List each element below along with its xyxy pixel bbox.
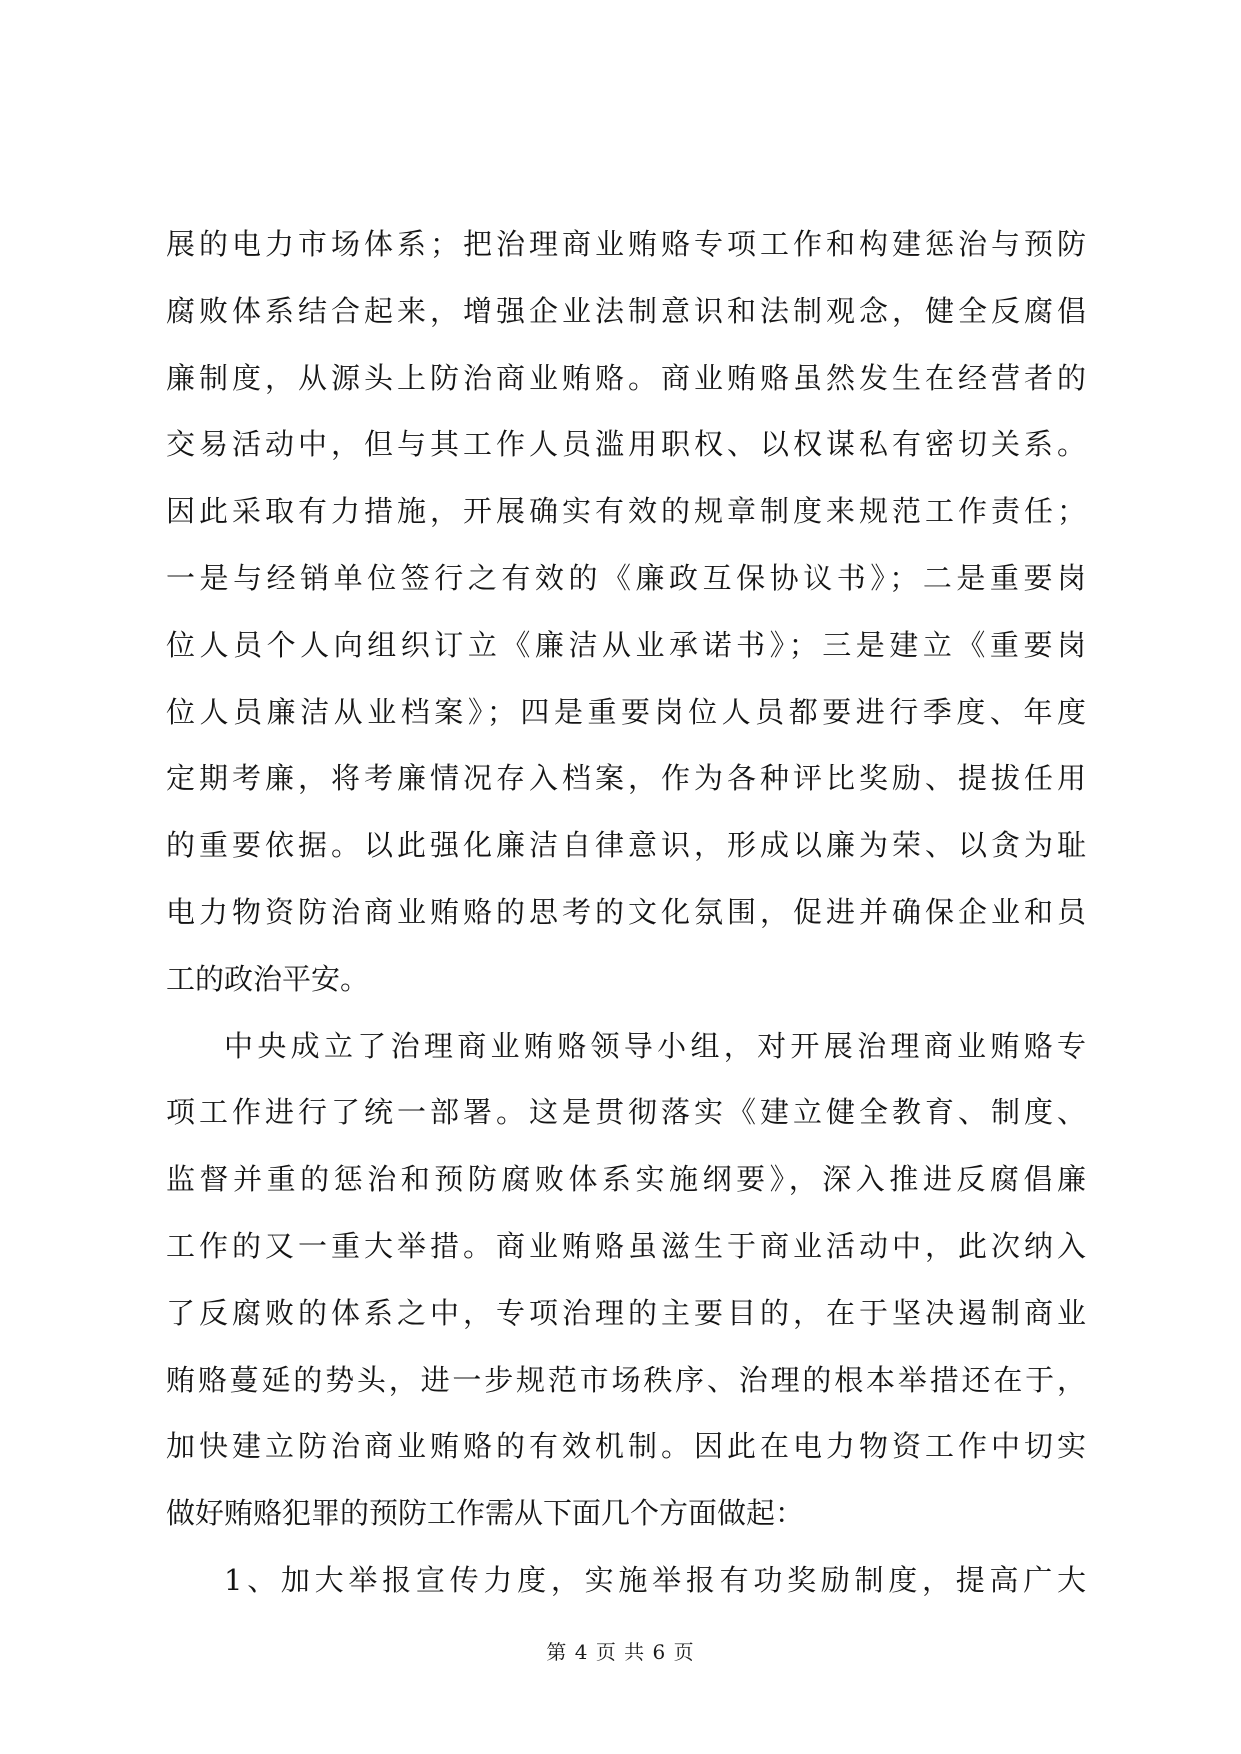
text-line: 工的政治平安。 xyxy=(166,961,370,996)
text-line: 因此采取有力措施，开展确实有效的规章制度来规范工作责任； xyxy=(166,494,1086,529)
text-line: 位人员个人向组织订立《廉洁从业承诺书》；三是建立《重要岗 xyxy=(166,627,1086,662)
text-line: 做好贿赂犯罪的预防工作需从下面几个方面做起： xyxy=(166,1496,805,1531)
text-line: 廉制度，从源头上防治商业贿赂。商业贿赂虽然发生在经营者的 xyxy=(166,360,1086,395)
page-number-footer: 第 4 页 共 6 页 xyxy=(546,1640,695,1664)
text-line: 一是与经销单位签行之有效的《廉政互保协议书》；二是重要岗 xyxy=(166,560,1086,595)
text-line: 中央成立了治理商业贿赂领导小组，对开展治理商业贿赂专 xyxy=(224,1028,1086,1063)
body-text xyxy=(166,224,1086,1627)
text-line: 交易活动中，但与其工作人员滥用职权、以权谋私有密切关系。 xyxy=(166,427,1086,462)
text-line: 贿赂蔓延的势头，进一步规范市场秩序、治理的根本举措还在于， xyxy=(166,1362,1086,1397)
text-line: 加快建立防治商业贿赂的有效机制。因此在电力物资工作中切实 xyxy=(166,1429,1086,1464)
text-line: 监督并重的惩治和预防腐败体系实施纲要》，深入推进反腐倡廉 xyxy=(166,1162,1086,1197)
text-line: 位人员廉洁从业档案》；四是重要岗位人员都要进行季度、年度 xyxy=(166,694,1086,729)
text-line: 的重要依据。以此强化廉洁自律意识，形成以廉为荣、以贪为耻 xyxy=(166,828,1086,863)
text-line: 项工作进行了统一部署。这是贯彻落实《建立健全教育、制度、 xyxy=(166,1095,1086,1130)
text-line: 腐败体系结合起来，增强企业法制意识和法制观念，健全反腐倡 xyxy=(166,293,1086,328)
text-line: 工作的又一重大举措。商业贿赂虽滋生于商业活动中，此次纳入 xyxy=(166,1228,1086,1263)
text-line: 展的电力市场体系；把治理商业贿赂专项工作和构建惩治与预防 xyxy=(166,227,1086,261)
text-line: 定期考廉，将考廉情况存入档案，作为各种评比奖励、提拔任用 xyxy=(166,761,1086,796)
text-line: 电力物资防治商业贿赂的思考的文化氛围，促进并确保企业和员 xyxy=(166,894,1086,929)
text-line: 1、加大举报宣传力度，实施举报有功奖励制度，提高广大 xyxy=(224,1562,1086,1597)
text-line: 了反腐败的体系之中，专项治理的主要目的，在于坚决遏制商业 xyxy=(166,1295,1086,1330)
